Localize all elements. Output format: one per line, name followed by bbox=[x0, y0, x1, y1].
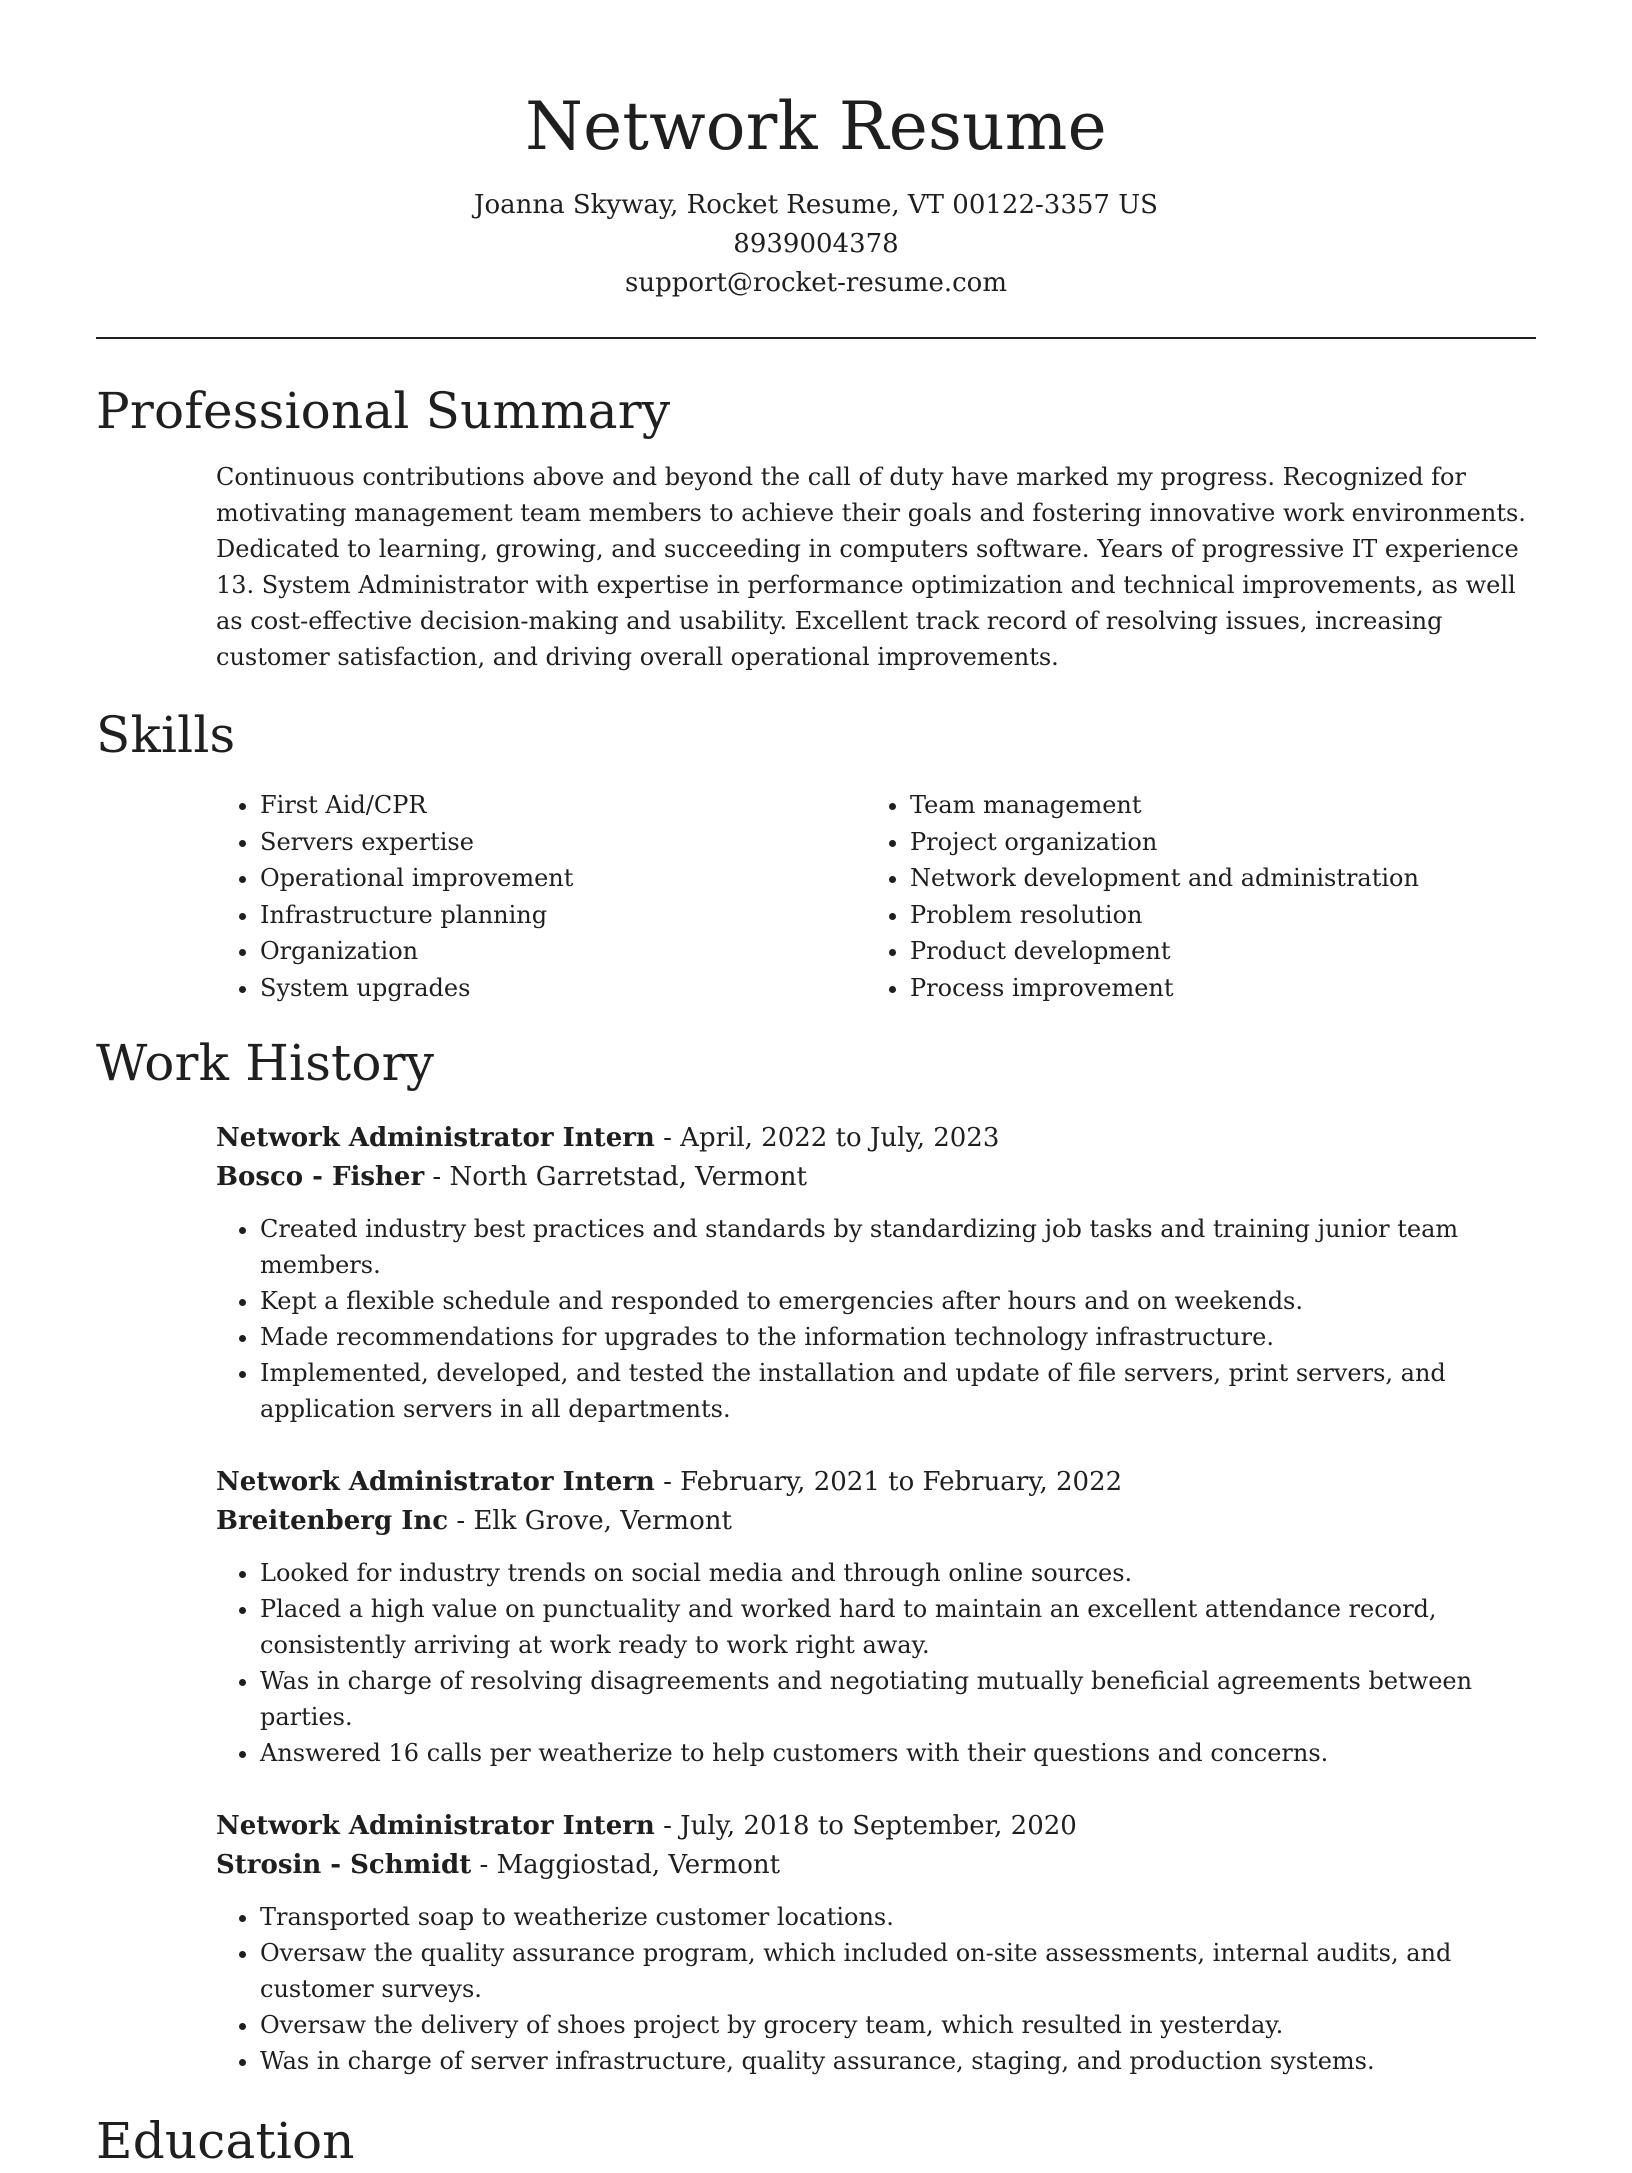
job-bullet: • Was in charge of server infrastructure, quality assurance, staging, and production systems. bbox=[260, 2043, 1536, 2079]
header-divider bbox=[96, 337, 1536, 339]
job-bullet: • Placed a high value on punctuality and worked hard to maintain an excellent attendance record, consistently arriving at work ready to work right away. bbox=[260, 1591, 1536, 1663]
job-entry bbox=[216, 1807, 1536, 2079]
contact-phone: 8939004378 bbox=[733, 229, 899, 259]
skill-item: • Network development and administration bbox=[910, 860, 1419, 897]
job-title-line: Network Administrator Intern - February, 2021 to February, 2022 bbox=[216, 1466, 1123, 1497]
skill-item: • System upgrades bbox=[260, 970, 866, 1007]
skills-column-left bbox=[216, 787, 866, 1007]
job-title: Network Administrator Intern bbox=[216, 1810, 655, 1841]
job-company: Breitenberg Inc bbox=[216, 1505, 449, 1536]
resume-title: Network Resume bbox=[525, 88, 1107, 165]
job-bullet: • Oversaw the quality assurance program, which included on-site assessments, internal audits, and customer surveys. bbox=[260, 1935, 1536, 2007]
summary-heading: Professional Summary bbox=[96, 382, 671, 440]
work-history-heading: Work History bbox=[96, 1033, 435, 1092]
contact-block bbox=[96, 186, 1536, 303]
job-bullets bbox=[216, 1555, 1536, 1771]
skill-item: • First Aid/CPR bbox=[260, 787, 866, 824]
job-bullet: • Oversaw the delivery of shoes project by grocery team, which resulted in yesterday. bbox=[260, 2007, 1536, 2043]
resume-page bbox=[96, 0, 1536, 2173]
job-location: Maggiostad, Vermont bbox=[496, 1849, 781, 1880]
skill-item: • Servers expertise bbox=[260, 824, 866, 861]
job-bullet: • Kept a flexible schedule and responded to emergencies after hours and on weekends. bbox=[260, 1283, 1536, 1319]
job-bullet: • Answered 16 calls per weatherize to help customers with their questions and concerns. bbox=[260, 1735, 1536, 1771]
skills-list bbox=[216, 787, 1536, 1007]
job-company-line: Strosin - Schmidt - Maggiostad, Vermont bbox=[216, 1849, 781, 1880]
job-dates: February, 2021 to February, 2022 bbox=[680, 1466, 1123, 1497]
job-title-line: Network Administrator Intern - July, 2018 to September, 2020 bbox=[216, 1810, 1077, 1841]
contact-email: support@rocket-resume.com bbox=[624, 268, 1007, 298]
job-company: Bosco - Fisher bbox=[216, 1161, 425, 1192]
job-bullet: • Implemented, developed, and tested the installation and update of file servers, print servers, and application servers in all departments. bbox=[260, 1355, 1536, 1427]
skills-column-right bbox=[866, 787, 1419, 1007]
job-title: Network Administrator Intern bbox=[216, 1466, 655, 1497]
contact-address: Joanna Skyway, Rocket Resume, VT 00122-3357 US bbox=[474, 190, 1158, 220]
job-bullet: • Was in charge of resolving disagreements and negotiating mutually beneficial agreements between parties. bbox=[260, 1663, 1536, 1735]
skill-item: • Process improvement bbox=[910, 970, 1419, 1007]
skill-item: • Project organization bbox=[910, 824, 1419, 861]
skills-heading: Skills bbox=[96, 706, 236, 764]
skill-item: • Problem resolution bbox=[910, 897, 1419, 934]
skill-item: • Team management bbox=[910, 787, 1419, 824]
job-company-line: Breitenberg Inc - Elk Grove, Vermont bbox=[216, 1505, 732, 1536]
skill-item: • Product development bbox=[910, 933, 1419, 970]
job-bullets bbox=[216, 1211, 1536, 1427]
job-company-line: Bosco - Fisher - North Garretstad, Vermont bbox=[216, 1161, 807, 1192]
summary-text: Continuous contributions above and beyond the call of duty have marked my progress. Recognized for motivating management team members to achieve their goals and fostering innovative work environments. Dedicated to learning, growing, and succeeding in computers software. Years of progressive IT experience 13. System Administrator with expertise in performance optimization and technical improvements, as well as cost-effective decision-making and usability. Excellent track record of resolving issues, increasing customer satisfaction, and driving overall operational improvements. bbox=[216, 463, 1526, 671]
job-dates: July, 2018 to September, 2020 bbox=[680, 1810, 1077, 1841]
job-entry bbox=[216, 1463, 1536, 1771]
job-location: North Garretstad, Vermont bbox=[449, 1161, 807, 1192]
job-title: Network Administrator Intern bbox=[216, 1122, 655, 1153]
skill-item: • Infrastructure planning bbox=[260, 897, 866, 934]
job-bullet: • Made recommendations for upgrades to the information technology infrastructure. bbox=[260, 1319, 1536, 1355]
job-location: Elk Grove, Vermont bbox=[473, 1505, 732, 1536]
job-bullet: • Looked for industry trends on social media and through online sources. bbox=[260, 1555, 1536, 1591]
job-dates: April, 2022 to July, 2023 bbox=[680, 1122, 1000, 1153]
job-bullet: • Created industry best practices and standards by standardizing job tasks and training junior team members. bbox=[260, 1211, 1536, 1283]
job-company: Strosin - Schmidt bbox=[216, 1849, 472, 1880]
skill-item: • Organization bbox=[260, 933, 866, 970]
skill-item: • Operational improvement bbox=[260, 860, 866, 897]
job-title-line: Network Administrator Intern - April, 2022 to July, 2023 bbox=[216, 1122, 1000, 1153]
job-entry bbox=[216, 1119, 1536, 1427]
job-bullets bbox=[216, 1899, 1536, 2079]
job-bullet: • Transported soap to weatherize customer locations. bbox=[260, 1899, 1536, 1935]
education-heading: Education bbox=[96, 2111, 355, 2170]
